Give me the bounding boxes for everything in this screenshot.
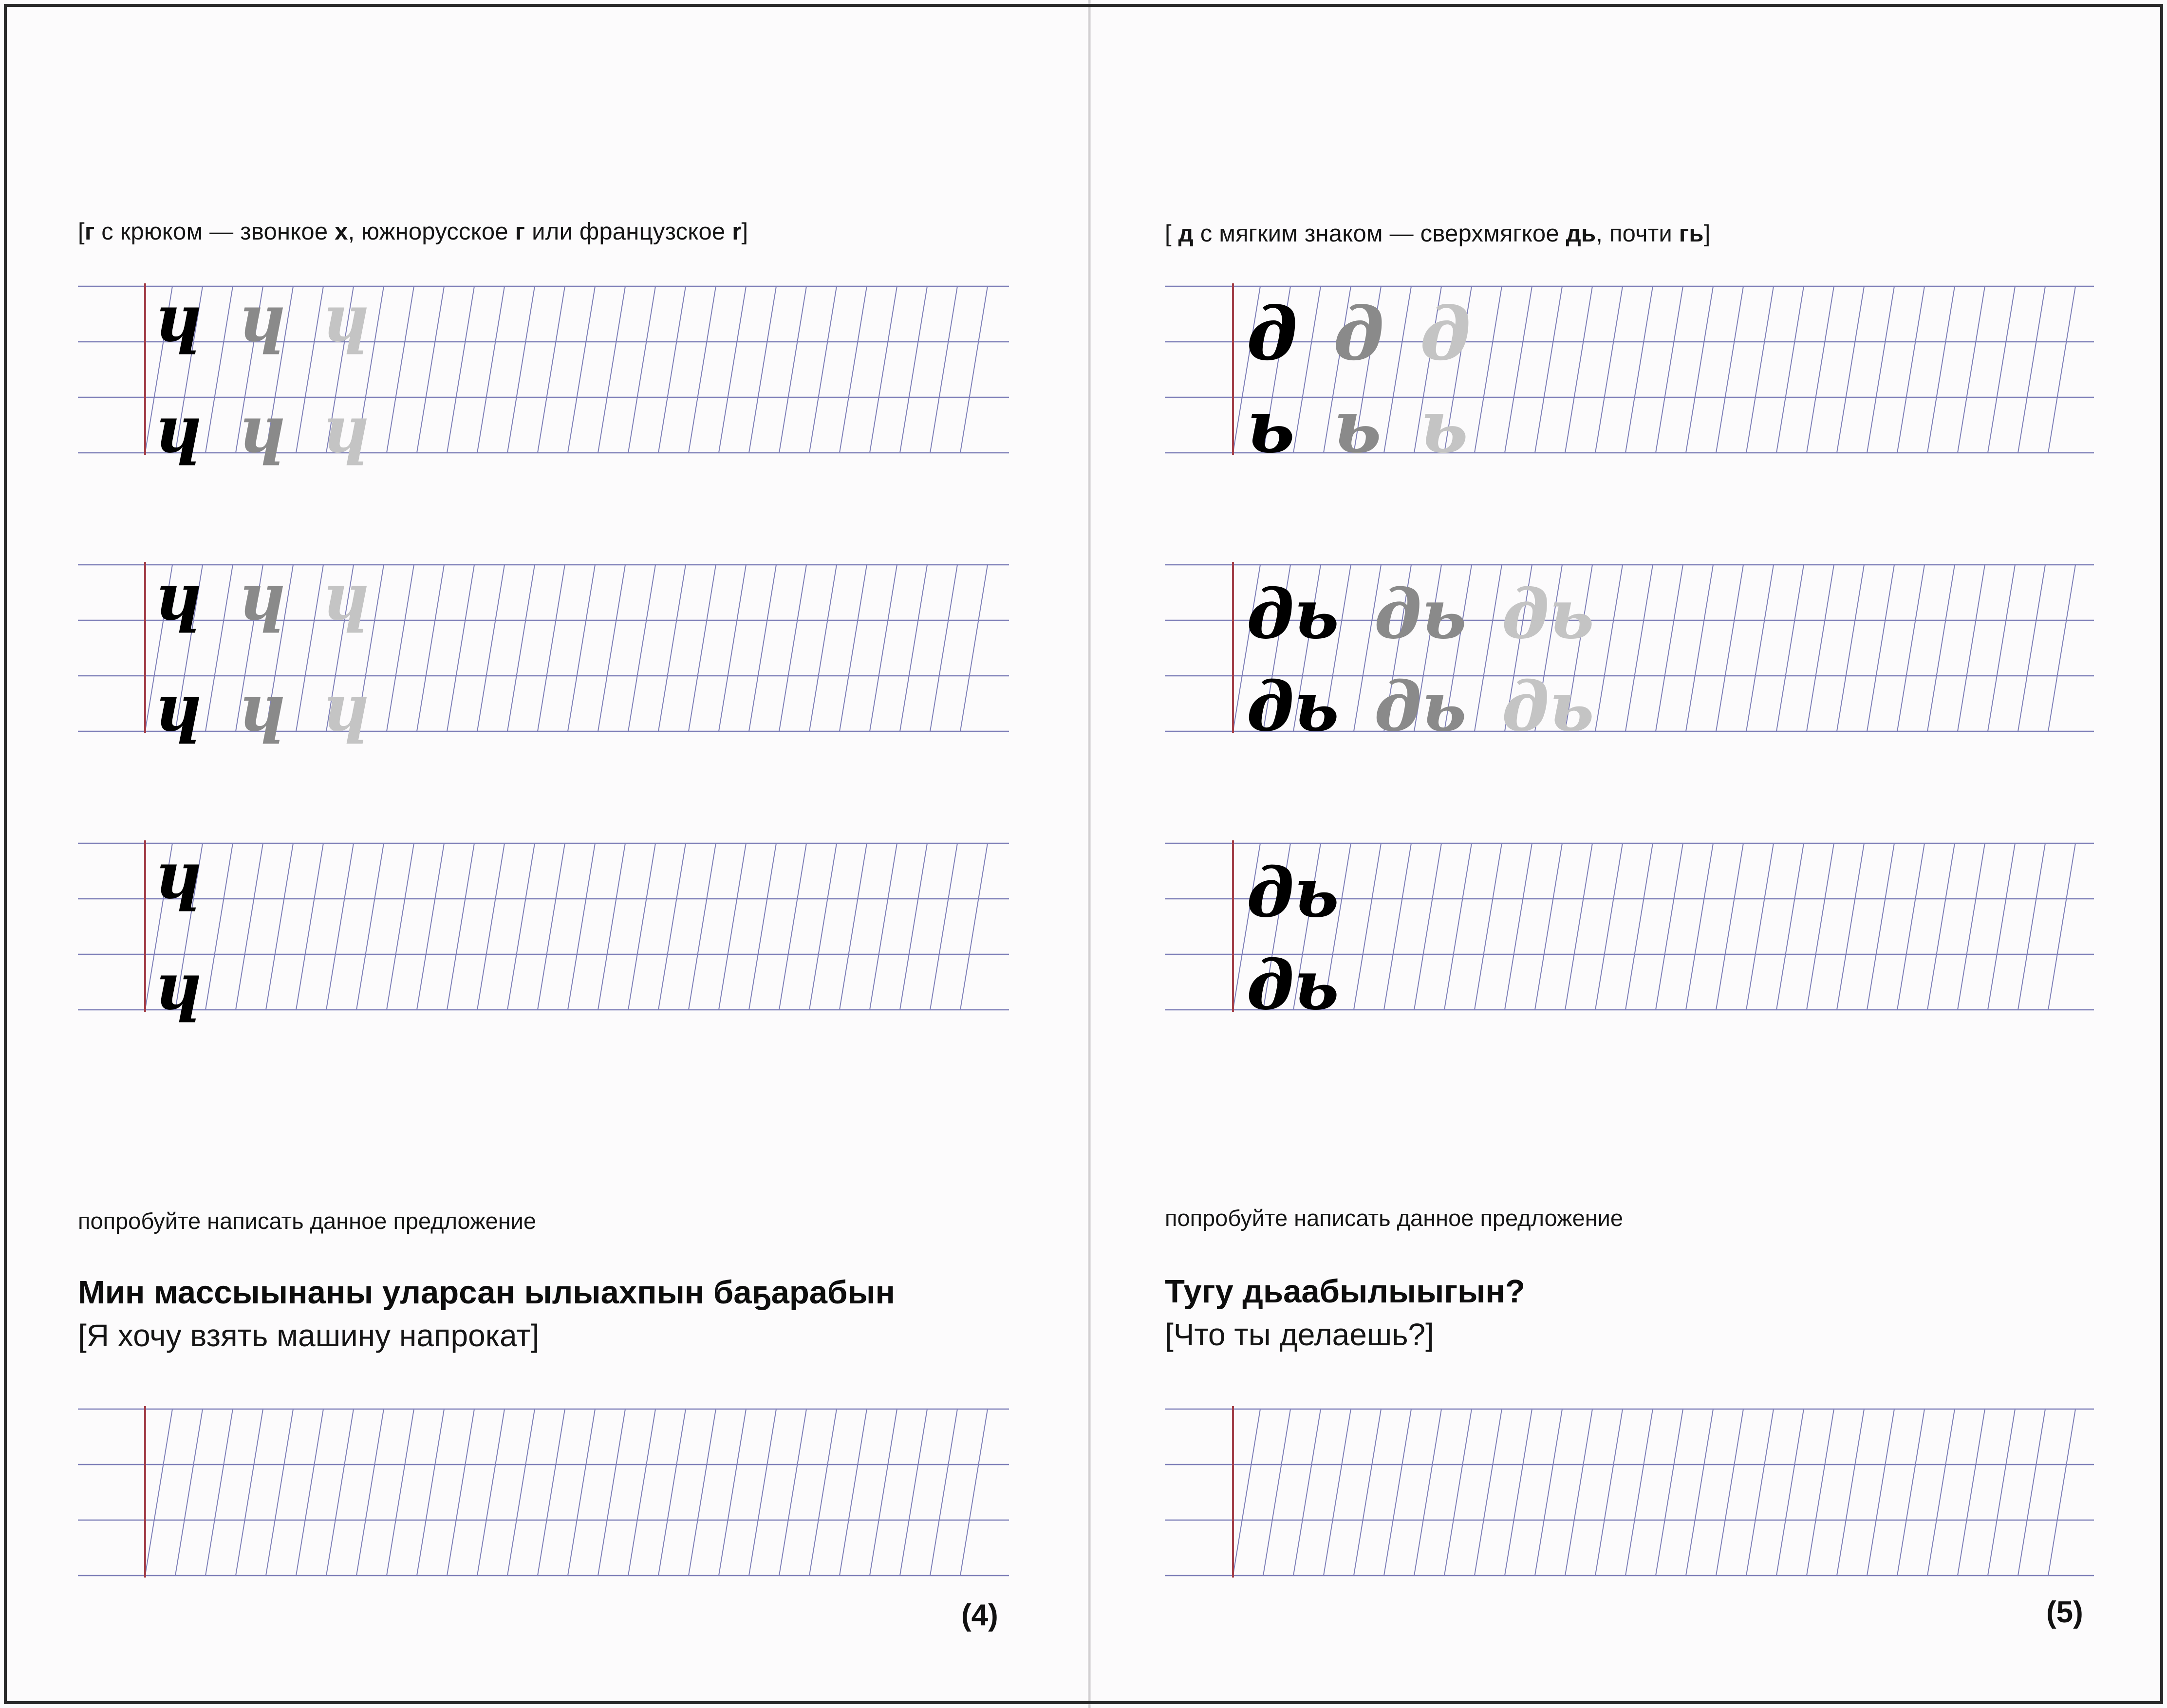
slant-line (930, 286, 957, 453)
slant-line (1988, 1409, 2015, 1576)
slant-line (960, 843, 988, 1010)
slant-line (749, 1409, 776, 1576)
slant-line (477, 286, 504, 453)
slant-line (1625, 843, 1653, 1010)
page-number-left: (4) (961, 1598, 998, 1632)
slant-line (1656, 565, 1683, 731)
slant-line (689, 565, 716, 731)
slant-line (1776, 843, 1804, 1010)
slant-line (1354, 843, 1381, 1010)
cursive-letter-right: дь (1502, 575, 1594, 654)
slant-line (1565, 843, 1592, 1010)
slant-line (1776, 286, 1804, 453)
slant-line (447, 1409, 474, 1576)
slant-line (1716, 1409, 1743, 1576)
slant-line (628, 286, 655, 453)
slant-line (1837, 565, 1864, 731)
slant-line (809, 286, 837, 453)
slant-line (870, 565, 897, 731)
slant-line (447, 286, 474, 453)
prompt-label-left: попробуйте написать данное предложение (78, 1208, 537, 1234)
cursive-letter-left: ɥ (155, 838, 202, 913)
letter-hint-right: [ д с мягким знаком — сверхмягкое дь, почти гь] (1165, 221, 1711, 247)
slant-line (1958, 843, 1985, 1010)
slant-line (387, 1409, 414, 1576)
slant-line (538, 286, 565, 453)
cursive-letter-right: ь (1247, 384, 1295, 469)
slant-line (1625, 565, 1653, 731)
cursive-letter-left: ɥ (322, 392, 369, 467)
slant-line (900, 286, 927, 453)
slant-line (1897, 1409, 1924, 1576)
cursive-letter-right: ь (1333, 384, 1382, 469)
slant-line (1807, 565, 1834, 731)
slant-line (809, 843, 837, 1010)
slant-line (356, 1409, 384, 1576)
cursive-letter-left: ɥ (155, 559, 202, 635)
slant-line (1867, 1409, 1894, 1576)
cursive-letter-left: ɥ (155, 670, 202, 746)
slant-line (719, 1409, 746, 1576)
slant-line (205, 286, 233, 453)
slant-line (900, 565, 927, 731)
slant-line (900, 843, 927, 1010)
slant-line (1444, 843, 1472, 1010)
slant-line (658, 843, 686, 1010)
slant-line (538, 1409, 565, 1576)
slant-line (840, 565, 867, 731)
slant-line (1625, 286, 1653, 453)
slant-line (326, 843, 354, 1010)
cursive-letter-left: ɥ (239, 281, 285, 356)
slant-line (1595, 843, 1623, 1010)
prompt-label-right: попробуйте написать данное предложение (1165, 1205, 1624, 1231)
slant-line (930, 843, 957, 1010)
slant-line (1958, 565, 1985, 731)
slant-line (2018, 843, 2045, 1010)
slant-line (1656, 843, 1683, 1010)
slant-line (658, 1409, 686, 1576)
slant-line (870, 843, 897, 1010)
cursive-letter-right: д (1333, 291, 1384, 377)
slant-line (356, 843, 384, 1010)
slant-line (1233, 1409, 1260, 1576)
slant-line (1746, 286, 1774, 453)
slant-line (749, 843, 776, 1010)
slant-line (1988, 565, 2015, 731)
slant-line (507, 286, 535, 453)
cursive-letter-left: ɥ (155, 281, 202, 356)
slant-line (779, 1409, 806, 1576)
slant-line (1475, 1409, 1502, 1576)
slant-line (1716, 286, 1743, 453)
slant-line (568, 565, 595, 731)
slant-line (1867, 843, 1894, 1010)
slant-line (236, 1409, 263, 1576)
slant-line (1776, 565, 1804, 731)
slant-line (2048, 286, 2075, 453)
slant-line (507, 843, 535, 1010)
slant-line (749, 286, 776, 453)
slant-line (930, 1409, 957, 1576)
slant-line (387, 286, 414, 453)
cursive-letter-left: ɥ (155, 949, 202, 1024)
slant-line (719, 843, 746, 1010)
sentence-practice-left (78, 1406, 1009, 1578)
slant-line (1927, 286, 1955, 453)
slant-line (296, 843, 323, 1010)
slant-line (1897, 286, 1924, 453)
slant-line (779, 843, 806, 1010)
slant-line (749, 565, 776, 731)
cursive-letter-right: дь (1374, 575, 1467, 654)
slant-line (658, 286, 686, 453)
slant-line (1927, 1409, 1955, 1576)
cursive-letter-right: дь (1247, 946, 1339, 1025)
slant-line (840, 286, 867, 453)
slant-line (205, 843, 233, 1010)
slant-line (1686, 286, 1713, 453)
slant-line (628, 565, 655, 731)
cursive-letter-right: ь (1420, 384, 1468, 469)
slant-line (1565, 286, 1592, 453)
slant-line (598, 1409, 625, 1576)
slant-line (689, 843, 716, 1010)
translation-left: [Я хочу взять машину напрокат] (78, 1318, 540, 1353)
cursive-letter-right: д (1420, 291, 1471, 377)
slant-line (1807, 843, 1834, 1010)
slant-line (1988, 286, 2015, 453)
slant-line (417, 286, 444, 453)
slant-line (1595, 1409, 1623, 1576)
slant-line (1595, 286, 1623, 453)
slant-line (1686, 843, 1713, 1010)
slant-line (960, 286, 988, 453)
slant-line (628, 1409, 655, 1576)
slant-line (1958, 1409, 1985, 1576)
sentence-right: Тугу дьаабылыыгын? (1165, 1273, 1525, 1310)
slant-line (507, 565, 535, 731)
slant-line (1927, 565, 1955, 731)
slant-line (779, 286, 806, 453)
slant-line (1716, 843, 1743, 1010)
cursive-letter-right: дь (1374, 667, 1467, 747)
slant-line (205, 565, 233, 731)
slant-line (1535, 286, 1562, 453)
slant-line (1414, 843, 1441, 1010)
slant-line (1686, 565, 1713, 731)
slant-line (296, 286, 323, 453)
slant-line (779, 565, 806, 731)
slant-line (266, 843, 293, 1010)
slant-line (870, 286, 897, 453)
slant-line (900, 1409, 927, 1576)
slant-line (840, 1409, 867, 1576)
cursive-letter-right: дь (1247, 575, 1339, 654)
slant-line (598, 843, 625, 1010)
slant-line (930, 565, 957, 731)
slant-line (1746, 1409, 1774, 1576)
slant-line (870, 1409, 897, 1576)
slant-line (1867, 286, 1894, 453)
sentence-practice-right (1165, 1406, 2094, 1578)
slant-line (809, 1409, 837, 1576)
slant-line (296, 1409, 323, 1576)
slant-line (1656, 286, 1683, 453)
slant-line (175, 1409, 203, 1576)
slant-line (2048, 1409, 2075, 1576)
slant-line (387, 565, 414, 731)
cursive-letter-right: дь (1502, 667, 1594, 747)
slant-line (1444, 1409, 1472, 1576)
slant-line (205, 1409, 233, 1576)
cursive-letter-left: ɥ (239, 559, 285, 635)
slant-line (236, 843, 263, 1010)
slant-line (1927, 843, 1955, 1010)
slant-line (1535, 1409, 1562, 1576)
practice-block-right-1 (1165, 283, 2094, 455)
slant-line (538, 843, 565, 1010)
slant-line (1837, 1409, 1864, 1576)
slant-line (719, 286, 746, 453)
slant-line (1656, 1409, 1683, 1576)
slant-line (1384, 1409, 1411, 1576)
slant-line (477, 1409, 504, 1576)
letter-hint-left: [г с крюком — звонкое х, южнорусское г или французское r] (78, 219, 748, 245)
cursive-letter-left: ɥ (239, 392, 285, 467)
practice-block-left-3 (78, 840, 1009, 1012)
slant-line (809, 565, 837, 731)
slant-line (1958, 286, 1985, 453)
slant-line (1716, 565, 1743, 731)
slant-line (1897, 565, 1924, 731)
slant-line (2048, 565, 2075, 731)
slant-line (1837, 843, 1864, 1010)
cursive-letter-left: ɥ (322, 281, 369, 356)
slant-line (1475, 565, 1502, 731)
page-number-right: (5) (2046, 1596, 2083, 1629)
cursive-letter-right: дь (1247, 853, 1339, 933)
practice-block-left-1 (78, 283, 1009, 455)
slant-line (1475, 843, 1502, 1010)
slant-line (1505, 1409, 1532, 1576)
slant-line (1293, 286, 1321, 453)
slant-line (1807, 286, 1834, 453)
practice-block-left-2 (78, 562, 1009, 733)
slant-line (417, 565, 444, 731)
cursive-letter-right: дь (1247, 667, 1339, 747)
slant-line (145, 1409, 172, 1576)
slant-line (1505, 843, 1532, 1010)
slant-line (1746, 843, 1774, 1010)
slant-line (2018, 565, 2045, 731)
slant-line (417, 1409, 444, 1576)
slant-line (266, 1409, 293, 1576)
sentence-left: Мин массыынаны уларсан ылыахпын баҕарабын (78, 1274, 896, 1311)
slant-line (326, 1409, 354, 1576)
slant-line (1867, 565, 1894, 731)
slant-line (1807, 1409, 1834, 1576)
slant-line (447, 565, 474, 731)
slant-line (507, 1409, 535, 1576)
slant-line (598, 286, 625, 453)
slant-line (2018, 1409, 2045, 1576)
slant-line (1354, 1409, 1381, 1576)
cursive-letter-left: ɥ (322, 559, 369, 635)
slant-line (960, 565, 988, 731)
slant-line (658, 565, 686, 731)
slant-line (1776, 1409, 1804, 1576)
slant-line (568, 286, 595, 453)
slant-line (568, 1409, 595, 1576)
slant-line (477, 565, 504, 731)
slant-line (1595, 565, 1623, 731)
slant-line (598, 565, 625, 731)
cursive-letter-left: ɥ (322, 670, 369, 746)
slant-line (840, 843, 867, 1010)
slant-line (1625, 1409, 1653, 1576)
slant-line (296, 565, 323, 731)
slant-line (1263, 1409, 1290, 1576)
slant-line (1475, 286, 1502, 453)
slant-line (417, 843, 444, 1010)
slant-line (1505, 286, 1532, 453)
cursive-letter-right: д (1247, 291, 1298, 377)
slant-line (960, 1409, 988, 1576)
slant-line (1686, 1409, 1713, 1576)
slant-line (719, 565, 746, 731)
slant-line (689, 286, 716, 453)
slant-line (387, 843, 414, 1010)
slant-line (1384, 286, 1411, 453)
slant-line (447, 843, 474, 1010)
slant-line (1414, 1409, 1441, 1576)
slant-line (1324, 1409, 1351, 1576)
slant-line (477, 843, 504, 1010)
slant-line (538, 565, 565, 731)
cursive-letter-left: ɥ (239, 670, 285, 746)
slant-line (1746, 565, 1774, 731)
slant-line (1293, 1409, 1321, 1576)
slant-line (1565, 1409, 1592, 1576)
slant-line (1988, 843, 2015, 1010)
translation-right: [Что ты делаешь?] (1165, 1317, 1434, 1352)
slant-line (2018, 286, 2045, 453)
slant-line (1384, 843, 1411, 1010)
slant-line (628, 843, 655, 1010)
slant-line (568, 843, 595, 1010)
slant-line (1837, 286, 1864, 453)
slant-line (2048, 843, 2075, 1010)
cursive-letter-left: ɥ (155, 392, 202, 467)
slant-line (1535, 843, 1562, 1010)
slant-line (1897, 843, 1924, 1010)
slant-line (689, 1409, 716, 1576)
